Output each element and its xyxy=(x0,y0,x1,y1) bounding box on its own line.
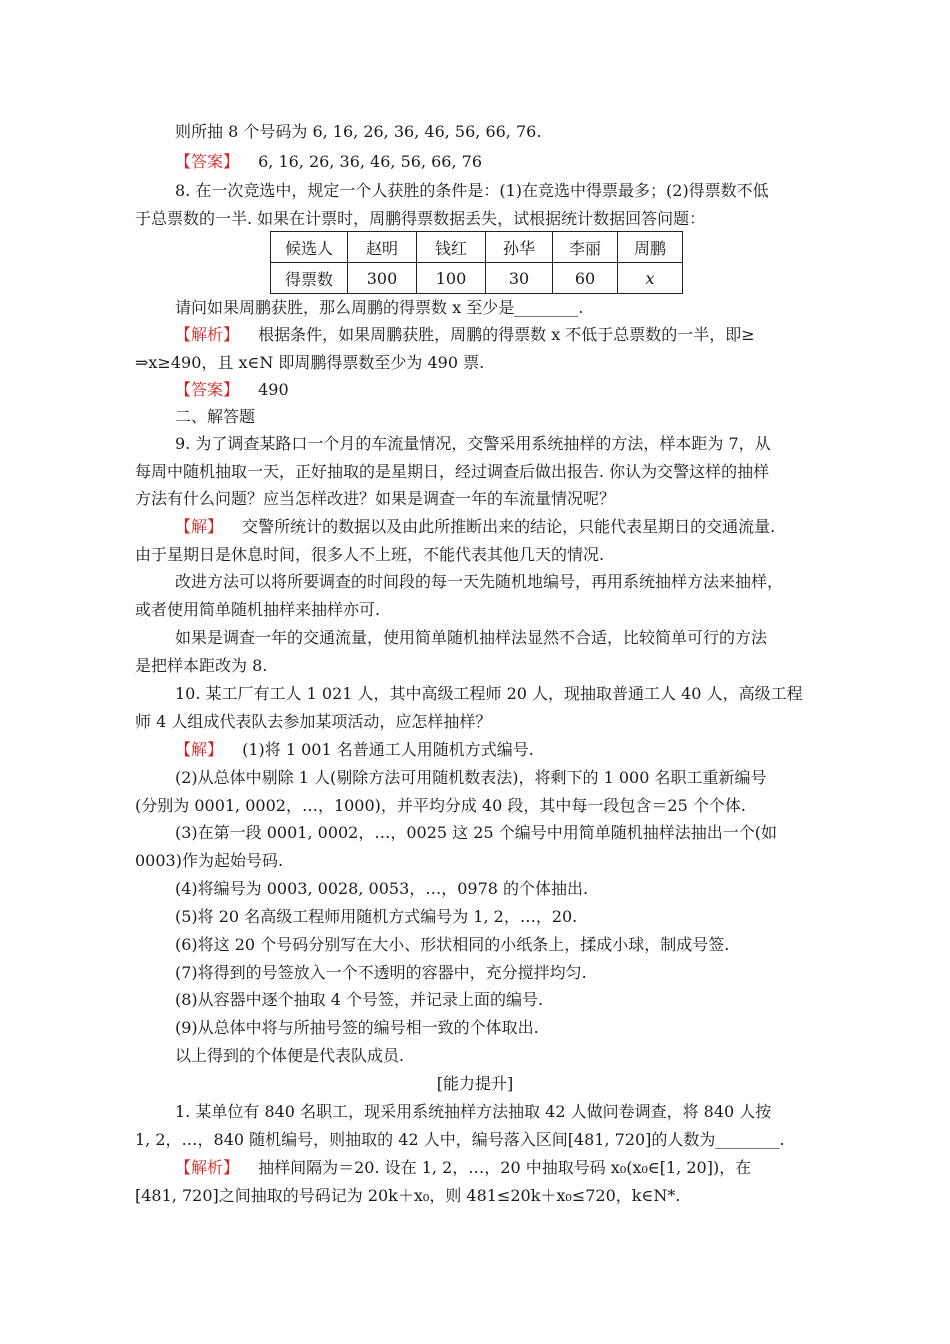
analysis-text: 根据条件，如果周鹏获胜，周鹏的得票数 x 不低于总票数的一半，即≥ xyxy=(258,325,755,344)
text-line: 1, 2，…，840 随机编号，则抽取的 42 人中，编号落入区间[481, 720]的人数为________. xyxy=(135,1130,785,1149)
text-line: (5)将 20 名高级工程师用随机方式编号为 1, 2，…，20. xyxy=(175,907,578,926)
text-line: (8)从容器中逐个抽取 4 个号签，并记录上面的编号. xyxy=(175,990,544,1009)
table-cell: x xyxy=(618,263,683,294)
text-line: 则所抽 8 个号码为 6, 16, 26, 36, 46, 56, 66, 76. xyxy=(175,122,542,141)
text-line: 以上得到的个体便是代表队成员. xyxy=(175,1046,405,1065)
question-1: 1. 某单位有 840 名职工，现采用系统抽样方法抽取 42 人做问卷调查，将 840 人按 xyxy=(175,1102,772,1121)
answer-tag: 【答案】 xyxy=(175,380,240,399)
analysis-text: 抽样间隔为＝20. 设在 1, 2，…，20 中抽取号码 x₀(x₀∈[1, 20])，在 xyxy=(258,1158,752,1177)
text-line: (分别为 0001, 0002，…，1000)，并平均分成 40 段，其中每一段包含＝25 个个体. xyxy=(135,796,746,815)
text-line: 0003)作为起始号码. xyxy=(135,851,284,870)
analysis-tag: 【解析】 xyxy=(175,1158,240,1177)
answer-text: 6, 16, 26, 36, 46, 56, 66, 76 xyxy=(258,152,483,171)
text-line: 或者使用简单随机抽样来抽样亦可. xyxy=(135,600,381,619)
analysis-line xyxy=(175,1158,751,1178)
solution-tag: 【解】 xyxy=(175,740,224,759)
table-cell: 孙华 xyxy=(486,232,553,263)
table-row xyxy=(271,263,683,294)
table-cell: 钱红 xyxy=(417,232,486,263)
text-line: 是把样本距改为 8. xyxy=(135,656,268,675)
table-cell: 候选人 xyxy=(271,232,348,263)
question-8: 8. 在一次竞选中，规定一个人获胜的条件是：(1)在竞选中得票最多；(2)得票数不低 xyxy=(175,181,769,200)
text-line: ⇒x≥490，且 x∈N 即周鹏得票数至少为 490 票. xyxy=(135,353,485,372)
text-line: 由于星期日是休息时间，很多人不上班，不能代表其他几天的情况. xyxy=(135,545,605,564)
question-10: 10. 某工厂有工人 1 021 人，其中高级工程师 20 人，现抽取普通工人 40 人，高级工程 xyxy=(175,684,803,703)
solution-text: 交警所统计的数据以及由此所推断出来的结论，只能代表星期日的交通流量. xyxy=(242,517,776,536)
table-cell: 得票数 xyxy=(271,263,348,294)
table-cell: 60 xyxy=(553,263,618,294)
solution-text: (1)将 1 001 名普通工人用随机方式编号. xyxy=(242,740,534,759)
question-9: 9. 为了调查某路口一个月的车流量情况，交警采用系统抽样的方法，样本距为 7，从 xyxy=(175,434,771,453)
text-line: 方法有什么问题？应当怎样改进？如果是调查一年的车流量情况呢？ xyxy=(135,489,616,508)
text-line: 师 4 人组成代表队去参加某项活动，应怎样抽样？ xyxy=(135,712,492,731)
vote-table xyxy=(270,231,683,294)
text-line: (2)从总体中剔除 1 人(剔除方法可用随机数表法)，将剩下的 1 000 名职工重新编号 xyxy=(175,768,767,787)
answer-text: 490 xyxy=(258,380,289,399)
section-heading: 二、解答题 xyxy=(175,407,256,426)
text-line: 每周中随机抽取一天，正好抽取的是星期日，经过调查后做出报告. 你认为交警这样的抽样 xyxy=(135,462,770,481)
answer-line xyxy=(175,152,482,172)
table-cell: 100 xyxy=(417,263,486,294)
text-line: 如果是调查一年的交通流量，使用简单随机抽样法显然不合适，比较简单可行的方法 xyxy=(175,628,768,647)
table-cell: 赵明 xyxy=(348,232,417,263)
text-line: 于总票数的一半. 如果在计票时，周鹏得票数据丢失，试根据统计数据回答问题： xyxy=(135,209,706,228)
solution-line xyxy=(175,517,775,537)
text-line: (4)将编号为 0003, 0028, 0053，…，0978 的个体抽出. xyxy=(175,879,589,898)
text-line: 请问如果周鹏获胜，那么周鹏的得票数 x 至少是________. xyxy=(175,298,584,317)
table-cell: 周鹏 xyxy=(618,232,683,263)
analysis-tag: 【解析】 xyxy=(175,325,240,344)
text-line: (7)将得到的号签放入一个不透明的容器中，充分搅拌均匀. xyxy=(175,963,587,982)
answer-tag: 【答案】 xyxy=(175,152,240,171)
text-line: (6)将这 20 个号码分别写在大小、形状相同的小纸条上，揉成小球，制成号签. xyxy=(175,935,730,954)
table-cell: 李丽 xyxy=(553,232,618,263)
solution-line xyxy=(175,740,534,760)
text-line: (3)在第一段 0001, 0002，…，0025 这 25 个编号中用简单随机抽样法抽出一个(如 xyxy=(175,823,777,842)
table-cell: 300 xyxy=(348,263,417,294)
analysis-line xyxy=(175,325,755,345)
section-heading: [能力提升] xyxy=(436,1074,514,1093)
text-line: (9)从总体中将与所抽号签的编号相一致的个体取出. xyxy=(175,1018,539,1037)
text-line: [481, 720]之间抽取的号码记为 20k＋x₀，则 481≤20k＋x₀≤720，k∈N*. xyxy=(135,1186,681,1205)
table-cell: 30 xyxy=(486,263,553,294)
answer-line xyxy=(175,380,289,400)
text-line: 改进方法可以将所要调查的时间段的每一天先随机地编号，再用系统抽样方法来抽样， xyxy=(175,572,784,591)
table-header-row xyxy=(271,232,683,263)
solution-tag: 【解】 xyxy=(175,517,224,536)
